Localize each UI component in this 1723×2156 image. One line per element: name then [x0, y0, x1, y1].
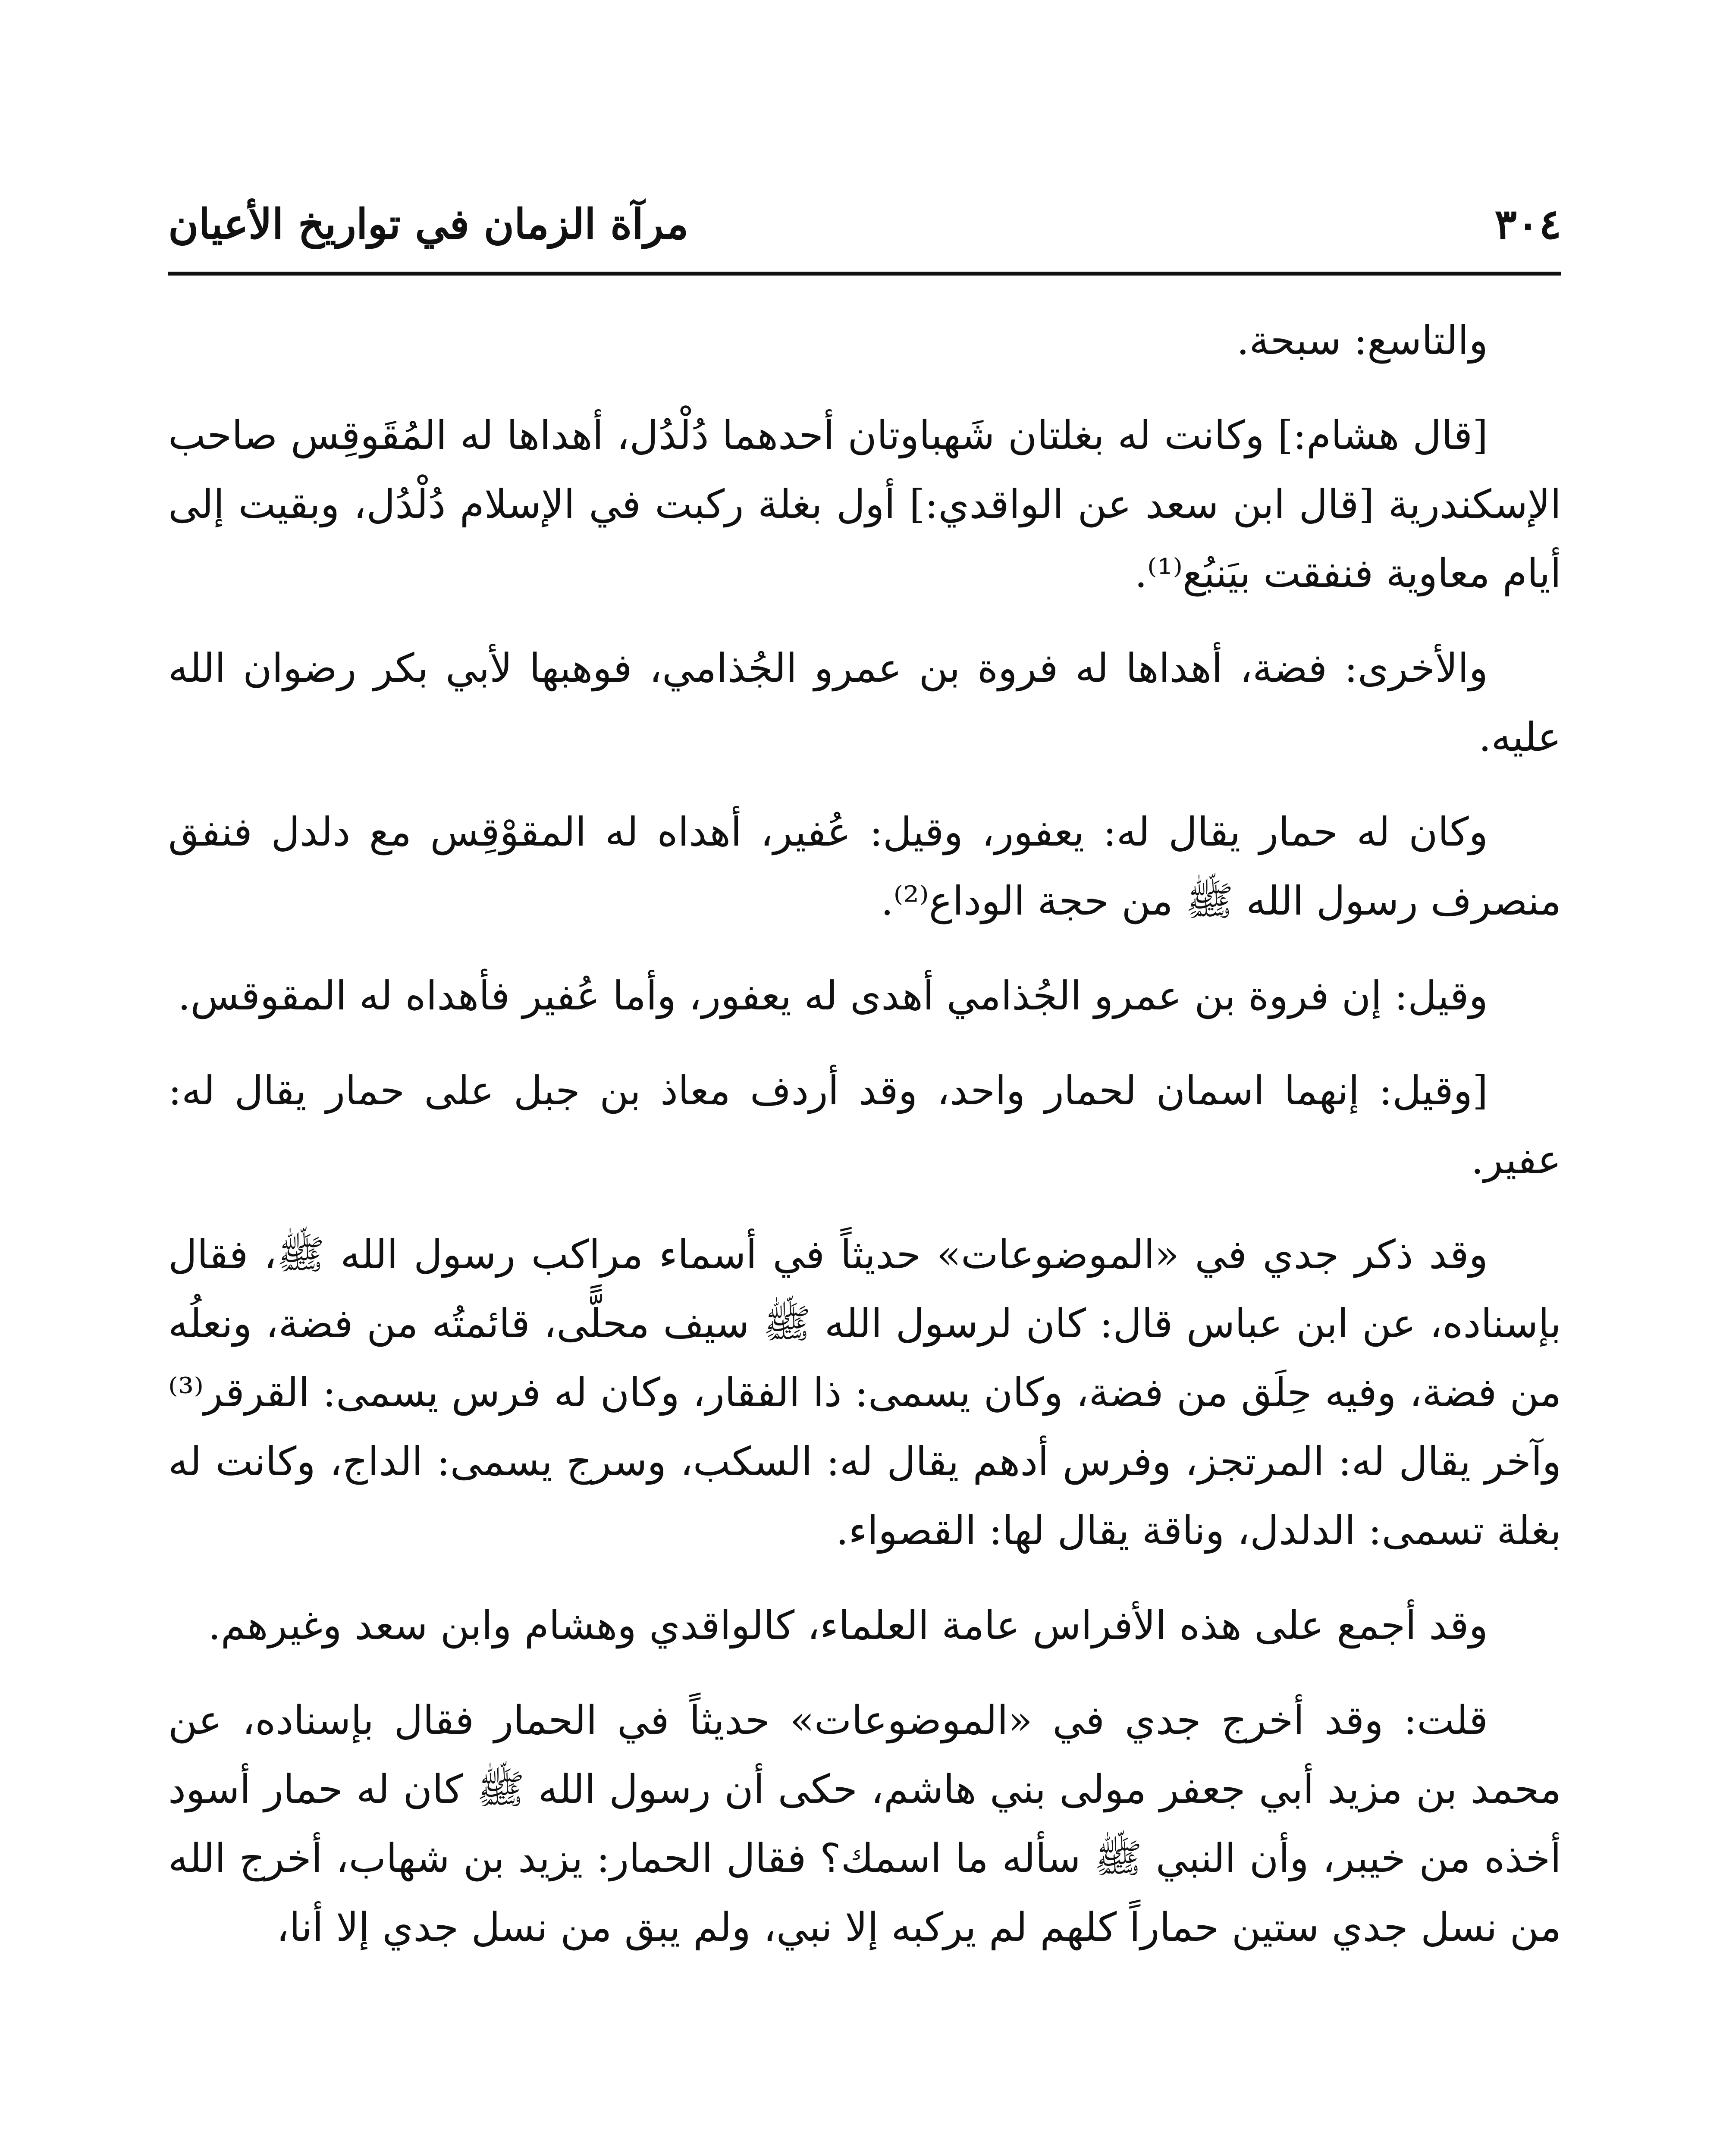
book-page — [168, 164, 1561, 2156]
paragraph: [وقيل: إنهما اسمان لحمار واحد، وقد أردف معاذ بن جبل على حمار يقال له: عفير. — [168, 1068, 1561, 1183]
running-header — [168, 190, 1561, 259]
paragraph: وقد أجمع على هذه الأفراس عامة العلماء، كالواقدي وهشام وابن سعد وغيرهم. — [208, 1602, 1488, 1648]
page-number: ٣٠٤ — [1494, 200, 1561, 248]
paragraph: وكان له حمار يقال له: يعفور، وقيل: عُفير، أهداه له المقوْقِس مع دلدل فنفق منصرف رسول الله ﷺ من حجة الوداع⁽²⁾. — [168, 809, 1561, 924]
paragraph: وقيل: إن فروة بن عمرو الجُذامي أهدى له يعفور، وأما عُفير فأهداه له المقوقس. — [178, 973, 1488, 1019]
header-divider — [168, 272, 1561, 276]
paragraph: قلت: وقد أخرج جدي في «الموضوعات» حديثاً في الحمار فقال بإسناده، عن محمد بن مزيد أبي جعفر مولى بني هاشم، حكى أن رسول الله ﷺ كان له حمار أسود أخذه من خيبر، وأن النبي ﷺ سأله ما اسمك؟ فقال الحمار: يزيد بن شهاب، أخرج الله من نسل جدي ستين حماراً كلهم لم يركبه إلا نبي، ولم يبق من نسل جدي إلا أنا، — [168, 1697, 1561, 1950]
paragraph: والأخرى: فضة، أهداها له فروة بن عمرو الجُذامي، فوهبها لأبي بكر رضوان الله عليه. — [168, 645, 1561, 760]
paragraph: وقد ذكر جدي في «الموضوعات» حديثاً في أسماء مراكب رسول الله ﷺ، فقال بإسناده، عن ابن عباس قال: كان لرسول الله ﷺ سيف محلًّى، قائمتُه من فضة، ونعلُه من فضة، وفيه حِلَق من فضة، وكان يسمى: ذا الفقار، وكان له فرس يسمى: القرقر⁽³⁾ وآخر يقال له: المرتجز، وفرس أدهم يقال له: السكب، وسرج يسمى: الداج، وكانت له بغلة تسمى: الدلدل، وناقة يقال لها: القصواء. — [168, 1232, 1561, 1554]
book-title: مرآة الزمان في تواريخ الأعيان — [168, 200, 689, 248]
main-text — [168, 306, 1561, 1988]
paragraph: والتاسع: سبحة. — [1237, 317, 1488, 364]
paragraph: [قال هشام:] وكانت له بغلتان شَهباوتان أحدهما دُلْدُل، أهداها له المُقَوقِس صاحب الإسكندرية [قال ابن سعد عن الواقدي:] أول بغلة ركبت في الإسلام دُلْدُل، وبقيت إلى أيام معاوية فنفقت بيَنبُع⁽¹⁾. — [168, 412, 1561, 596]
